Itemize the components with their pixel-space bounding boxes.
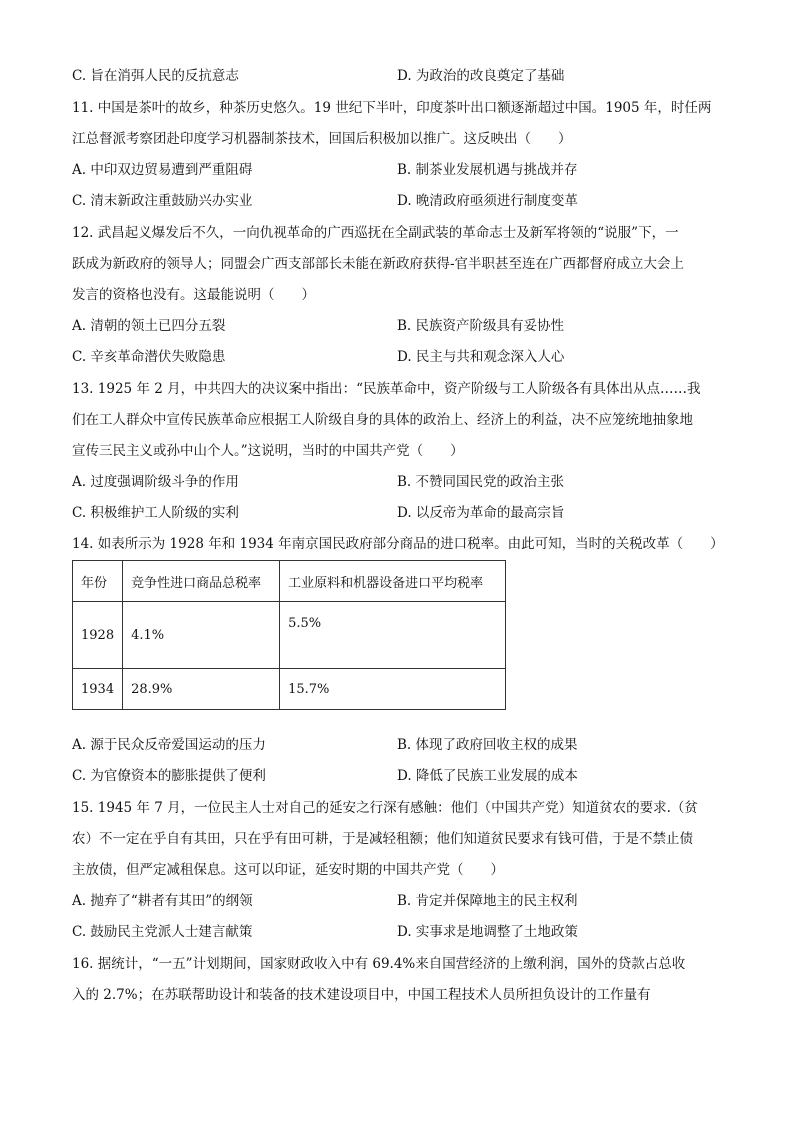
q16-stem-line-1: 16. 据统计，“一五”计划期间，国家财政收入中有 69.4%来自国营经济的上缴利润，国外的贷款占总收 [72, 956, 686, 972]
q13-stem-line-1: 13. 1925 年 2 月，中共四大的决议案中指出：“民族革命中，资产阶级与工人阶级各有具体出从点……我 [72, 381, 701, 397]
q13-stem-line-3: 宣传三民主义或孙中山个人。”这说明，当时的中国共产党（ ） [72, 443, 464, 459]
q12-stem-line-3: 发言的资格也没有。这最能说明（ ） [72, 287, 315, 303]
q14-option-a: A. 源于民众反帝爱国运动的压力 [72, 737, 266, 753]
q13-option-b: B. 不赞同国民党的政治主张 [397, 474, 565, 490]
q12-stem-line-2: 跃成为新政府的领导人；同盟会广西支部部长未能在新政府获得-官半职甚至连在广西都督府成立大会上 [72, 256, 685, 272]
q14-option-c: C. 为官僚资本的膨胀提供了便利 [72, 768, 266, 784]
q10-option-c: C. 旨在消弭人民的反抗意志 [72, 68, 239, 84]
table-header-cell: 工业原料和机器设备进口平均税率 [280, 561, 506, 602]
q13-stem-line-2: 们在工人群众中宣传民族革命应根据工人阶级自身的具体的政治上、经济上的利益，决不应笼统地抽象地 [72, 412, 693, 428]
q12-option-d: D. 民主与共和观念深入人心 [397, 349, 565, 365]
q13-option-a: A. 过度强调阶级斗争的作用 [72, 474, 239, 490]
q15-option-d: D. 实事求是地调整了土地政策 [397, 924, 578, 940]
q15-stem-line-2: 农）不一定在乎自有其田，只在乎有田可耕，于是减轻租额；他们知道贫民要求有钱可借，于是不禁止债 [72, 831, 693, 847]
q11-option-d: D. 晚清政府亟须进行制度变革 [397, 193, 578, 209]
q11-option-c: C. 清末新政注重鼓励兴办实业 [72, 193, 253, 209]
q11-option-b: B. 制茶业发展机遇与挑战并存 [397, 162, 578, 178]
table-cell: 28.9% [123, 669, 280, 710]
q11-stem-line-2: 江总督派考察团赴印度学习机器制茶技术，回国后积极加以推广。这反映出（ ） [72, 131, 572, 147]
table-header-cell: 竞争性进口商品总税率 [123, 561, 280, 602]
q15-stem-line-1: 15. 1945 年 7 月，一位民主人士对自己的延安之行深有感触：他们（中国共产党）知道贫农的要求.（贫 [72, 800, 698, 816]
q15-stem-line-3: 主放债，但严定减租保息。这可以印证，延安时期的中国共产党（ ） [72, 862, 504, 878]
table-cell: 1934 [73, 669, 123, 710]
q14-stem-line-1: 14. 如表所示为 1928 年和 1934 年南京国民政府部分商品的进口税率。由此可知，当时的关税改革（ ） [72, 536, 724, 552]
table-cell: 5.5% [280, 602, 506, 669]
q11-option-a: A. 中印双边贸易遭到严重阻碍 [72, 162, 253, 178]
q12-option-a: A. 清朝的领土已四分五裂 [72, 318, 226, 334]
q15-option-b: B. 肯定并保障地主的民主权利 [397, 893, 578, 909]
table-header-row [73, 561, 506, 602]
q12-option-b: B. 民族资产阶级具有妥协性 [397, 318, 565, 334]
table-header-cell: 年份 [73, 561, 123, 602]
q14-option-d: D. 降低了民族工业发展的成本 [397, 768, 578, 784]
tariff-table [72, 560, 506, 710]
table-cell: 15.7% [280, 669, 506, 710]
q12-stem-line-1: 12. 武昌起义爆发后不久，一向仇视革命的广西巡抚在全副武装的革命志士及新军将领的“说服”下，一 [72, 225, 679, 241]
q10-option-d: D. 为政治的改良奠定了基础 [397, 68, 565, 84]
table-row [73, 669, 506, 710]
q16-stem-line-2: 入的 2.7%；在苏联帮助设计和装备的技术建设项目中，中国工程技术人员所担负设计的工作量有 [72, 987, 651, 1003]
table-row [73, 602, 506, 669]
q11-stem-line-1: 11. 中国是茶叶的故乡，种茶历史悠久。19 世纪下半叶，印度茶叶出口额逐渐超过中国。1905 年，时任两 [72, 100, 712, 116]
q12-option-c: C. 辛亥革命潜伏失败隐患 [72, 349, 226, 365]
q15-option-a: A. 抛弃了“耕者有其田”的纲领 [72, 893, 253, 909]
q14-option-b: B. 体现了政府回收主权的成果 [397, 737, 578, 753]
table-cell: 4.1% [123, 602, 280, 669]
q13-option-c: C. 积极维护工人阶级的实利 [72, 505, 239, 521]
q13-option-d: D. 以反帝为革命的最高宗旨 [397, 505, 565, 521]
q15-option-c: C. 鼓励民主党派人士建言献策 [72, 924, 253, 940]
table-cell: 1928 [73, 602, 123, 669]
